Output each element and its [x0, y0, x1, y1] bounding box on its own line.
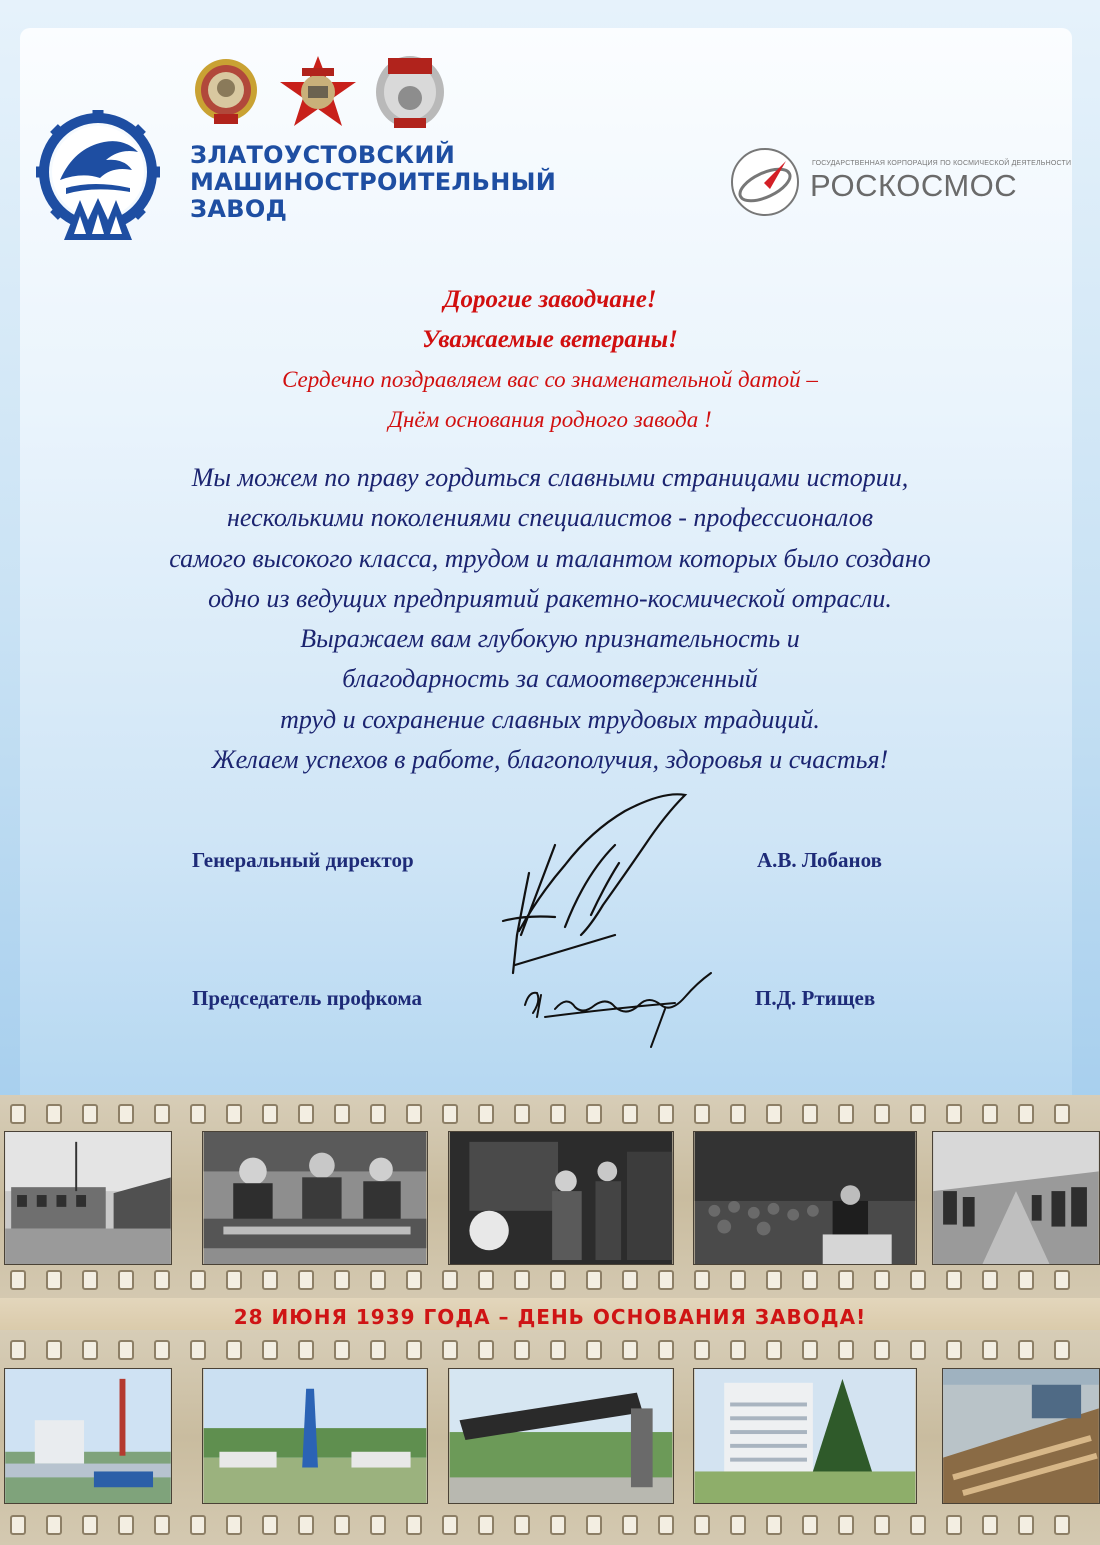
- film-perforation-hole: [262, 1270, 278, 1290]
- film-perforation-hole: [190, 1270, 206, 1290]
- film-perforation-hole: [118, 1515, 134, 1535]
- film-perforation-hole: [982, 1515, 998, 1535]
- signatory-2-position: Председатель профкома: [192, 986, 423, 1010]
- film-perforation-hole: [910, 1104, 926, 1124]
- body-line: Желаем успехов в работе, благополучия, здоровья и счастья!: [211, 745, 889, 775]
- greeting-line-1: Дорогие заводчане!: [443, 286, 657, 313]
- modern-photo-1: [4, 1368, 172, 1504]
- film-perforation-hole: [1054, 1515, 1070, 1535]
- film-perforation-hole: [118, 1340, 134, 1360]
- film-perforation-hole: [1018, 1515, 1034, 1535]
- film-perforation-hole: [766, 1340, 782, 1360]
- film-perforation-hole: [910, 1270, 926, 1290]
- film-perforation-hole: [622, 1104, 638, 1124]
- film-perforation-hole: [82, 1104, 98, 1124]
- film-perforations: [0, 1270, 1100, 1292]
- order-of-october-revolution-icon: [280, 56, 356, 126]
- film-perforation-hole: [586, 1270, 602, 1290]
- film-perforation-hole: [586, 1340, 602, 1360]
- history-photo-4: [693, 1131, 917, 1265]
- film-perforation-hole: [838, 1104, 854, 1124]
- film-perforation-hole: [190, 1340, 206, 1360]
- modern-photo-2: [202, 1368, 428, 1504]
- film-perforation-hole: [514, 1270, 530, 1290]
- body-line: благодарность за самоотверженный: [342, 664, 758, 694]
- film-perforation-hole: [190, 1515, 206, 1535]
- zmz-factory-logo-icon: [34, 108, 162, 248]
- film-perforation-hole: [154, 1515, 170, 1535]
- roscosmos-emblem-icon: [730, 147, 800, 217]
- film-perforation-hole: [370, 1340, 386, 1360]
- film-perforation-hole: [622, 1340, 638, 1360]
- signatory-1-name: А.В. Лобанов: [757, 848, 882, 872]
- film-perforation-hole: [46, 1270, 62, 1290]
- film-perforation-hole: [910, 1340, 926, 1360]
- film-perforation-hole: [406, 1515, 422, 1535]
- body-line: Мы можем по праву гордиться славными страницами истории,: [191, 463, 909, 492]
- film-perforation-hole: [838, 1340, 854, 1360]
- film-perforation-hole: [478, 1515, 494, 1535]
- film-perforation-hole: [118, 1270, 134, 1290]
- film-perforation-hole: [550, 1104, 566, 1124]
- founding-date-text: 28 ИЮНЯ 1939 ГОДА – ДЕНЬ ОСНОВАНИЯ ЗАВОДА!: [233, 1305, 867, 1329]
- body-line: Выражаем вам глубокую признательность и: [300, 624, 800, 654]
- film-perforation-hole: [226, 1270, 242, 1290]
- film-perforation-hole: [298, 1104, 314, 1124]
- film-perforation-hole: [154, 1340, 170, 1360]
- film-perforation-hole: [730, 1340, 746, 1360]
- film-perforation-hole: [694, 1270, 710, 1290]
- film-perforation-hole: [766, 1104, 782, 1124]
- company-name: [190, 142, 556, 223]
- film-perforation-hole: [874, 1270, 890, 1290]
- film-perforation-hole: [586, 1104, 602, 1124]
- film-perforation-hole: [478, 1340, 494, 1360]
- modern-photo-5: [942, 1368, 1100, 1504]
- greeting-block: [0, 280, 1100, 440]
- film-perforation-hole: [226, 1340, 242, 1360]
- film-perforation-hole: [694, 1340, 710, 1360]
- film-perforation-hole: [874, 1340, 890, 1360]
- film-perforation-hole: [406, 1340, 422, 1360]
- film-perforation-hole: [298, 1515, 314, 1535]
- film-perforation-hole: [442, 1270, 458, 1290]
- film-perforation-hole: [946, 1270, 962, 1290]
- film-perforation-hole: [1054, 1270, 1070, 1290]
- film-perforation-hole: [550, 1340, 566, 1360]
- medals-row: [190, 52, 450, 134]
- film-perforation-hole: [694, 1104, 710, 1124]
- film-perforation-hole: [550, 1270, 566, 1290]
- film-perforation-hole: [226, 1104, 242, 1124]
- film-perforation-hole: [478, 1270, 494, 1290]
- film-perforation-hole: [298, 1270, 314, 1290]
- body-line: самого высокого класса, трудом и талантом которых было создано: [169, 543, 931, 573]
- film-perforation-hole: [82, 1515, 98, 1535]
- film-perforation-hole: [1018, 1340, 1034, 1360]
- greeting-line-3: Сердечно поздравляем вас со знаменательной датой –: [282, 367, 818, 392]
- company-line-1: ЗЛАТОУСТОВСКИЙ: [190, 141, 456, 169]
- film-perforation-hole: [118, 1104, 134, 1124]
- film-perforation-hole: [514, 1104, 530, 1124]
- film-perforation-hole: [442, 1340, 458, 1360]
- film-perforation-hole: [802, 1270, 818, 1290]
- history-photo-3: [448, 1131, 674, 1265]
- greeting-line-2: Уважаемые ветераны!: [422, 326, 678, 353]
- film-perforations: [0, 1340, 1100, 1362]
- body-line: труд и сохранение славных трудовых традиций.: [280, 704, 820, 734]
- film-perforation-hole: [550, 1515, 566, 1535]
- film-perforation-hole: [334, 1340, 350, 1360]
- film-perforation-hole: [658, 1340, 674, 1360]
- partner-wordmark: РОСКОСМОС: [810, 168, 1018, 203]
- film-perforation-hole: [82, 1270, 98, 1290]
- film-perforation-hole: [442, 1515, 458, 1535]
- film-perforation-hole: [694, 1515, 710, 1535]
- film-perforation-hole: [658, 1270, 674, 1290]
- union-chair-signature: [515, 965, 720, 1055]
- signatory-2-name: П.Д. Ртищев: [755, 986, 876, 1010]
- film-perforation-hole: [10, 1515, 26, 1535]
- film-perforation-hole: [370, 1104, 386, 1124]
- signatory-1-position: Генеральный директор: [192, 848, 414, 872]
- film-perforation-hole: [370, 1270, 386, 1290]
- film-perforation-hole: [10, 1340, 26, 1360]
- film-perforation-hole: [514, 1340, 530, 1360]
- body-line: несколькими поколениями специалистов - профессионалов: [227, 503, 873, 533]
- film-perforations: [0, 1515, 1100, 1537]
- film-perforation-hole: [982, 1340, 998, 1360]
- history-photo-2: [202, 1131, 428, 1265]
- film-perforation-hole: [730, 1270, 746, 1290]
- order-of-red-banner-of-labour-icon: [376, 56, 444, 128]
- film-perforation-hole: [622, 1515, 638, 1535]
- film-perforation-hole: [838, 1515, 854, 1535]
- film-perforation-hole: [802, 1104, 818, 1124]
- film-perforation-hole: [46, 1340, 62, 1360]
- film-perforation-hole: [46, 1104, 62, 1124]
- film-perforation-hole: [334, 1270, 350, 1290]
- film-perforation-hole: [370, 1515, 386, 1535]
- film-perforation-hole: [262, 1515, 278, 1535]
- film-perforation-hole: [586, 1515, 602, 1535]
- film-perforation-hole: [622, 1270, 638, 1290]
- film-perforation-hole: [154, 1104, 170, 1124]
- film-perforation-hole: [910, 1515, 926, 1535]
- partner-caption: ГОСУДАРСТВЕННАЯ КОРПОРАЦИЯ ПО КОСМИЧЕСКОЙ ДЕЯТЕЛЬНОСТИ: [812, 160, 1072, 167]
- film-perforation-hole: [874, 1515, 890, 1535]
- film-perforation-hole: [478, 1104, 494, 1124]
- film-perforation-hole: [838, 1270, 854, 1290]
- film-perforation-hole: [802, 1515, 818, 1535]
- modern-photo-3: [448, 1368, 674, 1504]
- body-line: одно из ведущих предприятий ракетно-космической отрасли.: [208, 583, 892, 613]
- film-perforation-hole: [154, 1270, 170, 1290]
- film-perforation-hole: [82, 1340, 98, 1360]
- film-perforation-hole: [1018, 1104, 1034, 1124]
- company-line-2: МАШИНОСТРОИТЕЛЬНЫЙ: [190, 168, 557, 196]
- film-perforation-hole: [802, 1340, 818, 1360]
- film-perforations: [0, 1104, 1100, 1126]
- film-perforation-hole: [730, 1104, 746, 1124]
- modern-photo-4: [693, 1368, 917, 1504]
- director-signature: [495, 785, 705, 985]
- history-photo-5: [932, 1131, 1100, 1265]
- letter-body: [0, 458, 1100, 780]
- film-perforation-hole: [1054, 1104, 1070, 1124]
- film-perforation-hole: [190, 1104, 206, 1124]
- history-photo-1: [4, 1131, 172, 1265]
- film-perforation-hole: [298, 1340, 314, 1360]
- film-perforation-hole: [262, 1104, 278, 1124]
- film-perforation-hole: [226, 1515, 242, 1535]
- film-perforation-hole: [262, 1340, 278, 1360]
- film-perforation-hole: [514, 1515, 530, 1535]
- film-perforation-hole: [406, 1104, 422, 1124]
- film-perforation-hole: [946, 1340, 962, 1360]
- film-perforation-hole: [982, 1270, 998, 1290]
- film-perforation-hole: [1018, 1270, 1034, 1290]
- film-perforation-hole: [334, 1104, 350, 1124]
- film-perforation-hole: [766, 1270, 782, 1290]
- film-perforation-hole: [946, 1104, 962, 1124]
- film-perforation-hole: [766, 1515, 782, 1535]
- film-perforation-hole: [10, 1270, 26, 1290]
- film-perforation-hole: [334, 1515, 350, 1535]
- film-perforation-hole: [658, 1515, 674, 1535]
- film-perforation-hole: [982, 1104, 998, 1124]
- film-perforation-hole: [946, 1515, 962, 1535]
- film-perforation-hole: [658, 1104, 674, 1124]
- film-perforation-hole: [874, 1104, 890, 1124]
- company-line-3: ЗАВОД: [190, 195, 288, 223]
- film-perforation-hole: [10, 1104, 26, 1124]
- film-perforation-hole: [442, 1104, 458, 1124]
- greeting-line-4: Днём основания родного завода !: [388, 407, 712, 432]
- film-perforation-hole: [46, 1515, 62, 1535]
- film-perforation-hole: [1054, 1340, 1070, 1360]
- film-perforation-hole: [406, 1270, 422, 1290]
- order-of-lenin-icon: [195, 59, 257, 124]
- film-perforation-hole: [730, 1515, 746, 1535]
